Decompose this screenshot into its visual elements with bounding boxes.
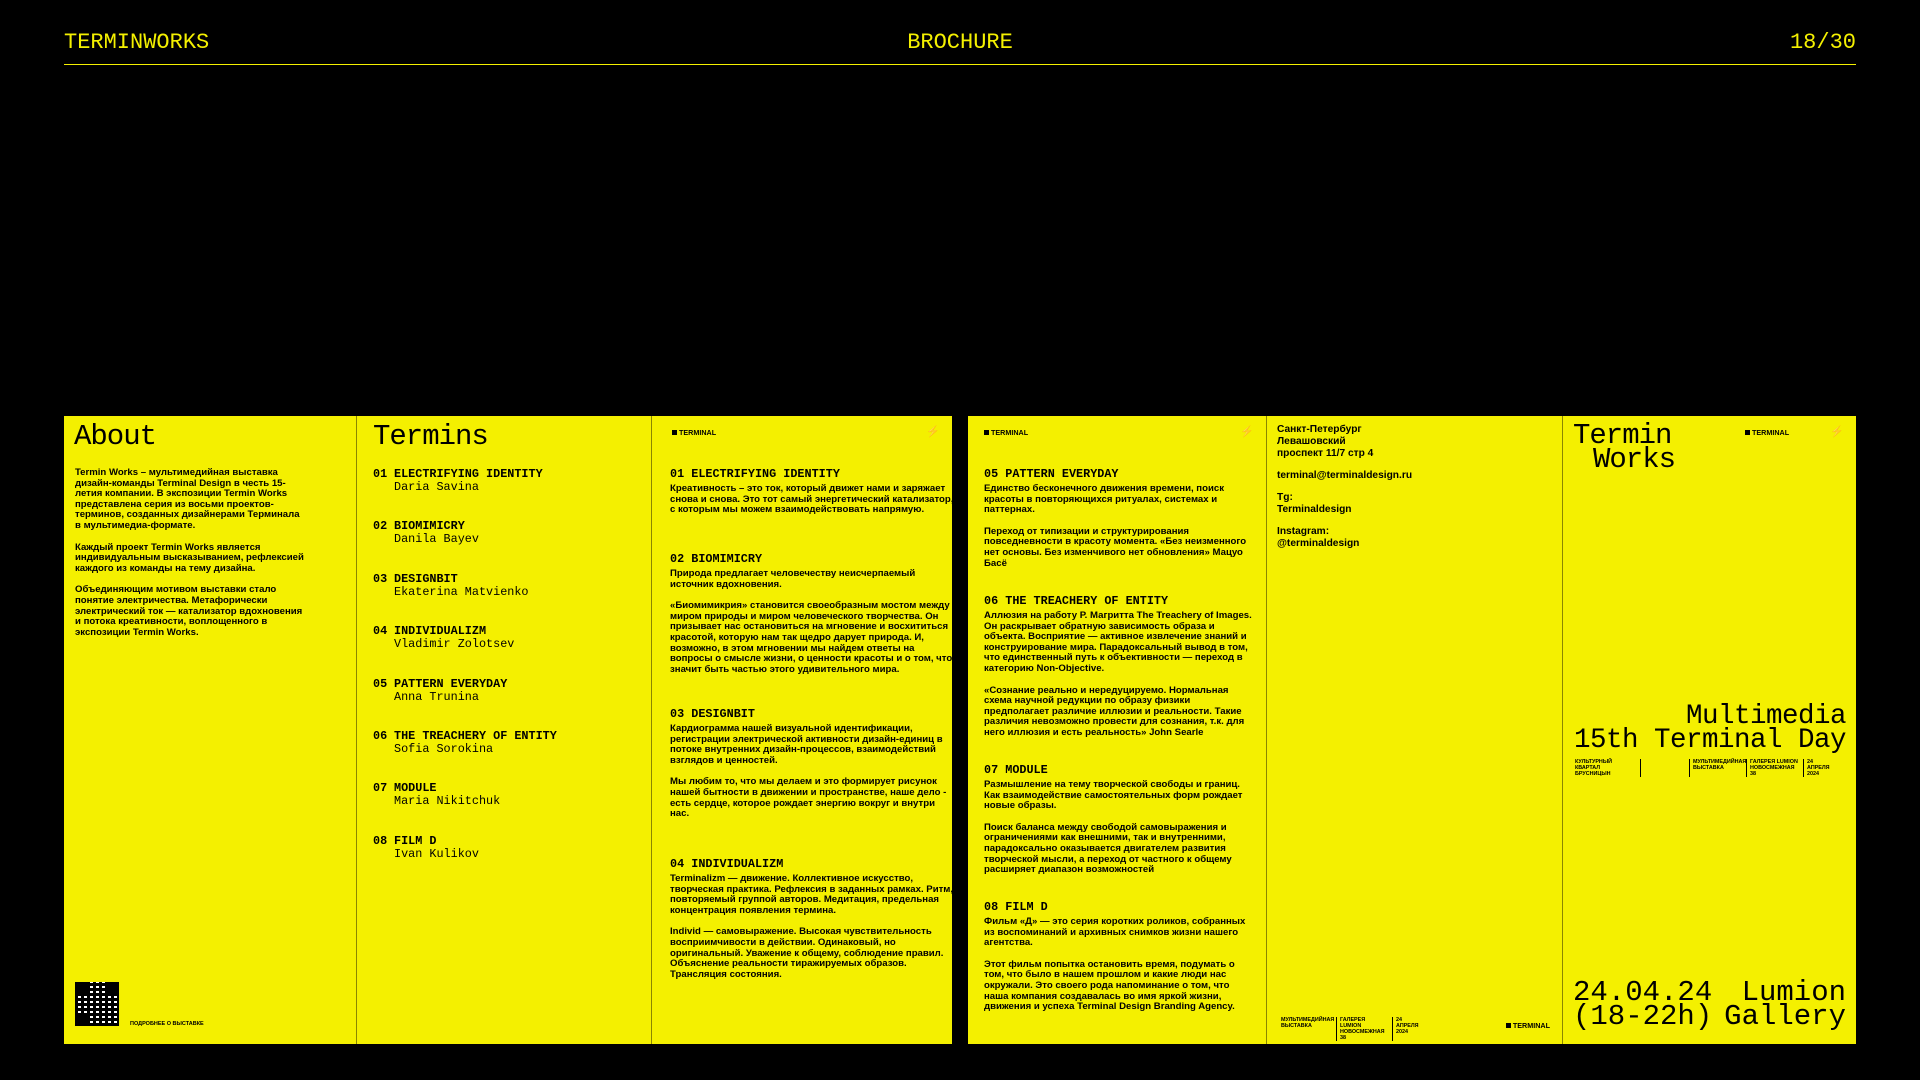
- top-bar: [64, 28, 1856, 65]
- term-description: [984, 468, 1256, 580]
- description-text: Кардиограмма нашей визуальной идентификации, регистрации электрической активности дизайн-единиц в потоке внутренних дизайн-процессов, взаимодействий взглядов и ценностей.: [670, 723, 943, 766]
- cover-title: [1573, 419, 1676, 476]
- lightning-icon: ⚡: [1240, 426, 1254, 438]
- description-heading: 03 DESIGNBIT: [670, 707, 755, 721]
- term-name: FILM D: [394, 833, 437, 848]
- term-author: Ekaterina Matvienko: [394, 584, 529, 599]
- contact-street: Левашовский: [1277, 436, 1346, 447]
- event-date-line: 24.04.24: [1573, 976, 1713, 1009]
- description-heading: 07 MODULE: [984, 763, 1048, 777]
- description-text: «Биомимикрия» становится своеобразным мостом между миром природы и миром человеческого творчества. Он призывает нас остановиться на мгновение и восхититься красотой, которую нам так щедро дарует природа. И, возможно, в этом мгновении мы найдем ответы на вопросы о смысле жизни, о ценности красоты и о том, что значит быть частью этого удивительного мира.: [670, 600, 953, 675]
- description-text: Аллюзия на работу Р. Магритта The Treachery of Images. Он раскрывает обратную зависимость образа и объекта. Восприятие — активное извлечение знаний и конструирование мира. Парадоксальный вывод в том, что единственный путь к объективности — переход в категорию Non-Objective.: [984, 610, 1252, 674]
- description-text: Поиск баланса между свободой самовыражения и ограничениями как внешними, так и внутренними, парадоксально оказывается двигателем развития творческой мысли, а переход от частного к общему расширяет диапазон возможностей: [984, 821, 1232, 876]
- telegram-handle[interactable]: Terminaldesign: [1277, 504, 1352, 515]
- description-text: Мы любим то, что мы делаем и это формирует рисунок нашей бытности в движении и пространстве, наше дело - есть сердце, которое рождает энергию вокруг и внутри нас.: [670, 776, 947, 820]
- event-venue-line: Lumion: [1741, 976, 1846, 1009]
- list-item: [373, 730, 557, 782]
- event-date: [1573, 976, 1713, 1033]
- cover-subtitle-line: Multimedia: [1685, 701, 1846, 732]
- about-title: About: [74, 420, 157, 453]
- strip-cell: МУЛЬТИМЕДИЙНАЯ ВЫСТАВКА: [1281, 1017, 1335, 1029]
- cover-subtitle-line: 15th Terminal Day: [1573, 725, 1846, 756]
- description-heading: 08 FILM D: [984, 900, 1048, 914]
- contact-city: Санкт-Петербург: [1277, 424, 1362, 435]
- qr-code[interactable]: [75, 982, 119, 1026]
- description-heading: 05 PATTERN EVERYDAY: [984, 467, 1119, 481]
- description-heading: 02 BIOMIMICRY: [670, 552, 763, 566]
- cover-subtitle: [1573, 701, 1846, 756]
- strip-cell: ГАЛЕРЕЯ LUMION НОВОСМЕЖНАЯ 38: [1746, 759, 1803, 777]
- event-time-line: (18-22h): [1573, 1000, 1713, 1033]
- termins-panel: [356, 416, 651, 1044]
- page-indicator: 18/30: [1789, 30, 1856, 55]
- list-item: [373, 678, 557, 730]
- section-title: BROCHURE: [907, 30, 1013, 55]
- info-strip: [1575, 759, 1842, 777]
- term-author: Sofia Sorokina: [394, 741, 494, 756]
- description-text: Креативность – это ток, который движет нами и заряжает снова и снова. Это тот самый энергетический катализатор, с которым мы можем взаимодействовать напрямую.: [670, 483, 954, 516]
- term-description: [670, 468, 955, 527]
- list-item: [373, 835, 557, 887]
- brand-label: TERMINAL: [1506, 1021, 1550, 1030]
- list-item: [373, 468, 557, 520]
- lightning-icon: ⚡: [926, 426, 940, 438]
- description-heading: 01 ELECTRIFYING IDENTITY: [670, 467, 840, 481]
- description-text: Individ — самовыражение. Высокая чувствительность восприимчивости в действии. Одинаковый, но оригинальный. Уважение к общему, соблюдение правил. Объяснение реальности тиражируемых образов. Трансляция состояния.: [670, 926, 944, 980]
- term-number: 08: [373, 833, 388, 848]
- about-paragraph: Объединяющим мотивом выставки стало понятие электричества. Метафорически электрический ток — катализатор вдохновения и потока креативности, воплощенного в экспозиции Termin Works.: [75, 584, 303, 638]
- list-item: [373, 520, 557, 572]
- term-number: 01: [373, 467, 388, 481]
- description-text: Terminalizm — движение. Коллективное искусство, творческая практика. Рефлексия в заданных рамках. Ритм, повторяемый группой авторов. Медитация, предельная концентрация появления термина.: [670, 873, 954, 916]
- descriptions-panel-b: [968, 416, 1266, 1044]
- strip-cell: 24 АПРЕЛЯ 2024: [1392, 1017, 1431, 1041]
- contact-building: проспект 11/7 стр 4: [1277, 448, 1374, 459]
- contact-info: [1277, 424, 1412, 550]
- term-name: MODULE: [394, 781, 437, 796]
- about-text: [75, 468, 307, 649]
- cover-title-line: Termin: [1573, 419, 1672, 452]
- telegram-label: Tg:: [1277, 492, 1293, 503]
- info-strip: [1281, 1017, 1431, 1041]
- term-description: [670, 858, 955, 991]
- term-author: Daria Savina: [394, 480, 479, 494]
- term-name: PATTERN EVERYDAY: [394, 676, 508, 691]
- term-name: INDIVIDUALIZM: [394, 624, 487, 639]
- instagram-label: Instagram:: [1277, 526, 1330, 537]
- term-author: Maria Nikitchuk: [394, 794, 501, 809]
- term-number: 05: [373, 676, 388, 691]
- event-venue-line: Gallery: [1724, 1000, 1846, 1033]
- lightning-icon: ⚡: [1830, 426, 1844, 438]
- term-author: Vladimir Zolotsev: [394, 637, 515, 652]
- description-text: Переход от типизации и структурирования повседневности в красоту момента. «Без неизменного нет основы. Без изменчивого нет обновления» Мацуо Басё: [984, 525, 1247, 569]
- strip-cell: 24 АПРЕЛЯ 2024: [1803, 759, 1842, 777]
- brand-square-icon: [984, 430, 989, 435]
- description-text: «Сознание реально и нередуцируемо. Нормальная схема научной редукции по образу физики предполагает различие иллюзии и реальности. Такие различия невозможно провести для сознания, т.к. для него иллюзия и есть реальность» John Searle: [984, 684, 1245, 738]
- term-description: [984, 901, 1256, 1024]
- contact-email[interactable]: terminal@terminaldesign.ru: [1277, 470, 1413, 481]
- term-number: 06: [373, 728, 388, 743]
- term-number: 02: [373, 519, 388, 534]
- brand-square-icon: [1506, 1023, 1511, 1028]
- term-name: BIOMIMICRY: [394, 519, 465, 534]
- term-number: 07: [373, 781, 388, 796]
- brand-label: TERMINAL: [1745, 428, 1789, 437]
- term-name: THE TREACHERY OF ENTITY: [394, 728, 557, 743]
- term-name: DESIGNBIT: [394, 571, 458, 586]
- brand-label: TERMINAL: [984, 428, 1028, 437]
- description-text: Фильм «Д» — это серия коротких роликов, собранных из воспоминаний и архивных снимков жизни нашего агентства.: [984, 916, 1246, 949]
- strip-cell: [1640, 759, 1689, 777]
- brochure-spread-outside: [968, 416, 1856, 1044]
- instagram-handle[interactable]: @terminaldesign: [1277, 538, 1360, 549]
- contacts-panel: [1266, 416, 1562, 1044]
- brand-square-icon: [672, 430, 677, 435]
- term-description: [984, 595, 1256, 750]
- strip-cell: КУЛЬТУРНЫЙ КВАРТАЛ БРУСНИЦЫН: [1575, 759, 1612, 777]
- description-text: Природа предлагает человечеству неисчерпаемый источник вдохновения.: [670, 568, 916, 590]
- brand-label: TERMINAL: [672, 428, 716, 437]
- term-number: 03: [373, 571, 388, 586]
- strip-cell: ГАЛЕРЕЯ LUMION НОВОСМЕЖНАЯ 38: [1336, 1017, 1392, 1041]
- cover-title-line: Works: [1593, 443, 1676, 476]
- event-venue: [1724, 976, 1846, 1033]
- about-paragraph: Termin Works – мультимедийная выставка дизайн-команды Terminal Design в честь 15-летия компании. В экспозиции Termin Works представлена серия из восьми проектов-терминов, созданных дизайнерами Терминала в мультимедиа-формате.: [75, 467, 300, 531]
- brochure-spread-inside: [64, 416, 952, 1044]
- term-description: [984, 764, 1256, 887]
- term-author: Ivan Kulikov: [394, 846, 479, 861]
- descriptions-panel-a: [651, 416, 952, 1044]
- termins-title: Termins: [373, 420, 488, 453]
- term-name: ELECTRIFYING IDENTITY: [394, 467, 543, 481]
- termins-list: [373, 468, 557, 887]
- qr-caption: ПОДРОБНЕЕ О ВЫСТАВКЕ: [130, 1021, 204, 1027]
- list-item: [373, 625, 557, 677]
- list-item: [373, 573, 557, 625]
- list-item: [373, 782, 557, 834]
- about-panel: [64, 416, 356, 1044]
- app-title: TERMINWORKS: [64, 30, 210, 55]
- description-text: Единство бесконечного движения времени, поиск красоты в повторяющихся ритуалах, системах и паттернах.: [984, 483, 1224, 516]
- strip-cell: МУЛЬТИМЕДИЙНАЯ ВЫСТАВКА: [1689, 759, 1746, 777]
- term-description: [670, 708, 955, 831]
- about-paragraph: Каждый проект Termin Works является индивидуальным высказыванием, рефлексией каждого из команды на тему дизайна.: [75, 541, 304, 574]
- description-heading: 06 THE TREACHERY OF ENTITY: [984, 594, 1169, 608]
- term-description: [670, 553, 955, 686]
- description-text: Этот фильм попытка остановить время, подумать о том, что было в нашем прошлом и какие люди нас окружали. Это своего рода напоминание о том, что наша компания создавалась во имя яркой жизни, движения и успеха Terminal Design Branding Agency.: [984, 958, 1235, 1013]
- term-author: Anna Trunina: [394, 689, 479, 704]
- description-heading: 04 INDIVIDUALIZM: [670, 857, 784, 871]
- cover-panel: [1562, 416, 1856, 1044]
- brand-square-icon: [1745, 430, 1750, 435]
- term-author: Danila Bayev: [394, 532, 479, 547]
- description-text: Размышление на тему творческой свободы и границ. Как взаимодействие самостоятельных форм рождает новые образы.: [984, 779, 1243, 812]
- term-number: 04: [373, 624, 388, 639]
